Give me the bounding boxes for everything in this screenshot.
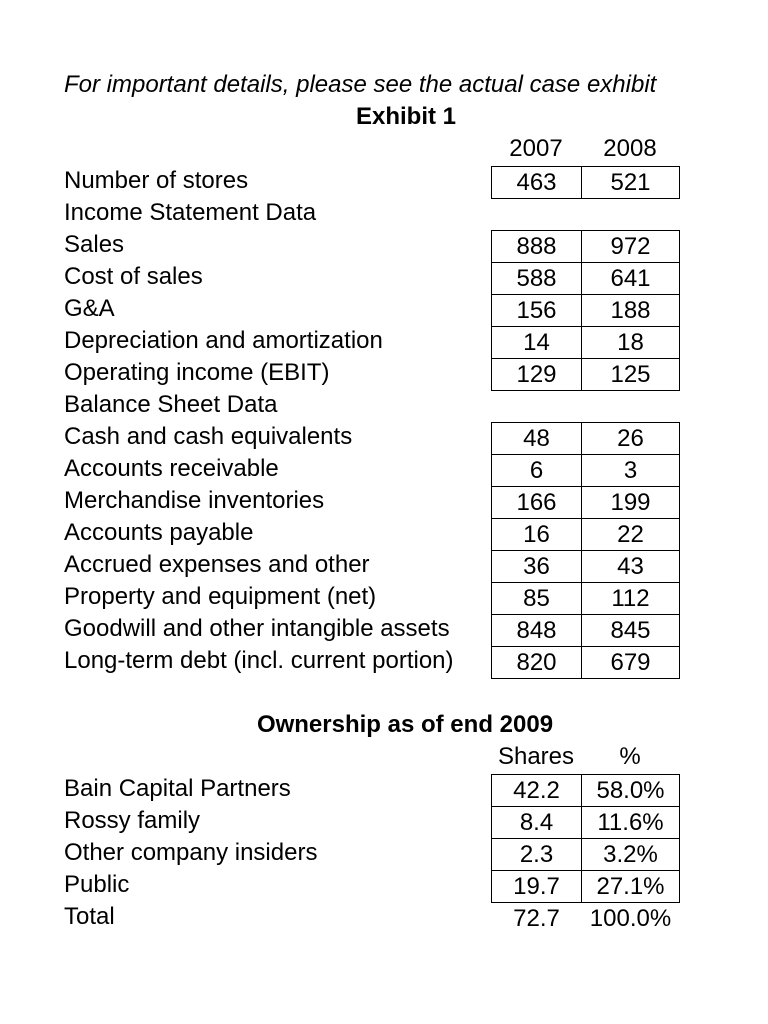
ownership-row-value-1: 19.7 <box>491 870 582 903</box>
stores-2007: 463 <box>491 166 582 199</box>
balance-row-value-1: 85 <box>491 582 582 615</box>
balance-row-value-2: 43 <box>581 550 680 583</box>
exhibit-title: Exhibit 1 <box>355 103 457 130</box>
income-row-label: Cost of sales <box>64 263 203 290</box>
balance-row-label: Accounts payable <box>64 519 254 546</box>
balance-row-value-2: 112 <box>581 582 680 615</box>
ownership-row-value-2: 11.6% <box>581 806 680 839</box>
income-row-label: G&A <box>64 295 115 322</box>
balance-row-value-2: 679 <box>581 646 680 679</box>
ownership-row-label: Rossy family <box>64 807 201 834</box>
income-row-value-2: 188 <box>581 294 680 327</box>
ownership-row-value-1: 2.3 <box>491 838 582 871</box>
ownership-row-value-2: 3.2% <box>581 838 680 871</box>
ownership-row-value-1: 42.2 <box>491 774 582 807</box>
balance-row-value-1: 848 <box>491 614 582 647</box>
ownership-row-value-2: 58.0% <box>581 774 680 807</box>
balance-row-value-2: 22 <box>581 518 680 551</box>
case-note: For important details, please see the actual case exhibit <box>64 71 657 98</box>
income-section-header: Income Statement Data <box>64 199 317 226</box>
ownership-row-label: Other company insiders <box>64 839 318 866</box>
balance-row-value-1: 16 <box>491 518 582 551</box>
balance-row-label: Property and equipment (net) <box>64 583 377 610</box>
balance-row-value-1: 166 <box>491 486 582 519</box>
balance-row-value-2: 199 <box>581 486 680 519</box>
income-row-value-1: 888 <box>491 230 582 263</box>
year-header-2007: 2007 <box>509 135 563 162</box>
ownership-header-shares: Shares <box>497 743 575 770</box>
stores-2008: 521 <box>581 166 680 199</box>
income-row-value-1: 588 <box>491 262 582 295</box>
income-row-value-2: 18 <box>581 326 680 359</box>
balance-row-value-1: 48 <box>491 422 582 455</box>
balance-row-label: Cash and cash equivalents <box>64 423 353 450</box>
balance-row-value-2: 26 <box>581 422 680 455</box>
balance-row-label: Accounts receivable <box>64 455 279 482</box>
ownership-row-label: Public <box>64 871 130 898</box>
balance-row-label: Goodwill and other intangible assets <box>64 615 450 642</box>
balance-section-header: Balance Sheet Data <box>64 391 278 418</box>
balance-row-label: Accrued expenses and other <box>64 551 370 578</box>
ownership-row-label: Bain Capital Partners <box>64 775 291 802</box>
income-row-value-2: 641 <box>581 262 680 295</box>
stores-label: Number of stores <box>64 167 249 194</box>
balance-row-label: Long-term debt (incl. current portion) <box>64 647 454 674</box>
year-header-2008: 2008 <box>603 135 657 162</box>
balance-row-value-2: 3 <box>581 454 680 487</box>
ownership-row-value-1: 8.4 <box>491 806 582 839</box>
balance-row-value-1: 36 <box>491 550 582 583</box>
income-row-value-1: 156 <box>491 294 582 327</box>
balance-row-label: Merchandise inventories <box>64 487 325 514</box>
ownership-total-shares: 72.7 <box>513 905 560 932</box>
balance-row-value-1: 6 <box>491 454 582 487</box>
income-row-value-1: 14 <box>491 326 582 359</box>
ownership-header-percent: % <box>619 743 641 770</box>
income-row-value-2: 972 <box>581 230 680 263</box>
ownership-row-value-2: 27.1% <box>581 870 680 903</box>
ownership-total-label: Total <box>64 903 115 930</box>
income-row-value-2: 125 <box>581 358 680 391</box>
income-row-label: Depreciation and amortization <box>64 327 383 354</box>
income-row-label: Operating income (EBIT) <box>64 359 330 386</box>
ownership-total-percent: 100.0% <box>589 905 672 932</box>
balance-row-value-2: 845 <box>581 614 680 647</box>
income-row-label: Sales <box>64 231 125 258</box>
balance-row-value-1: 820 <box>491 646 582 679</box>
ownership-title: Ownership as of end 2009 <box>256 711 554 738</box>
income-row-value-1: 129 <box>491 358 582 391</box>
